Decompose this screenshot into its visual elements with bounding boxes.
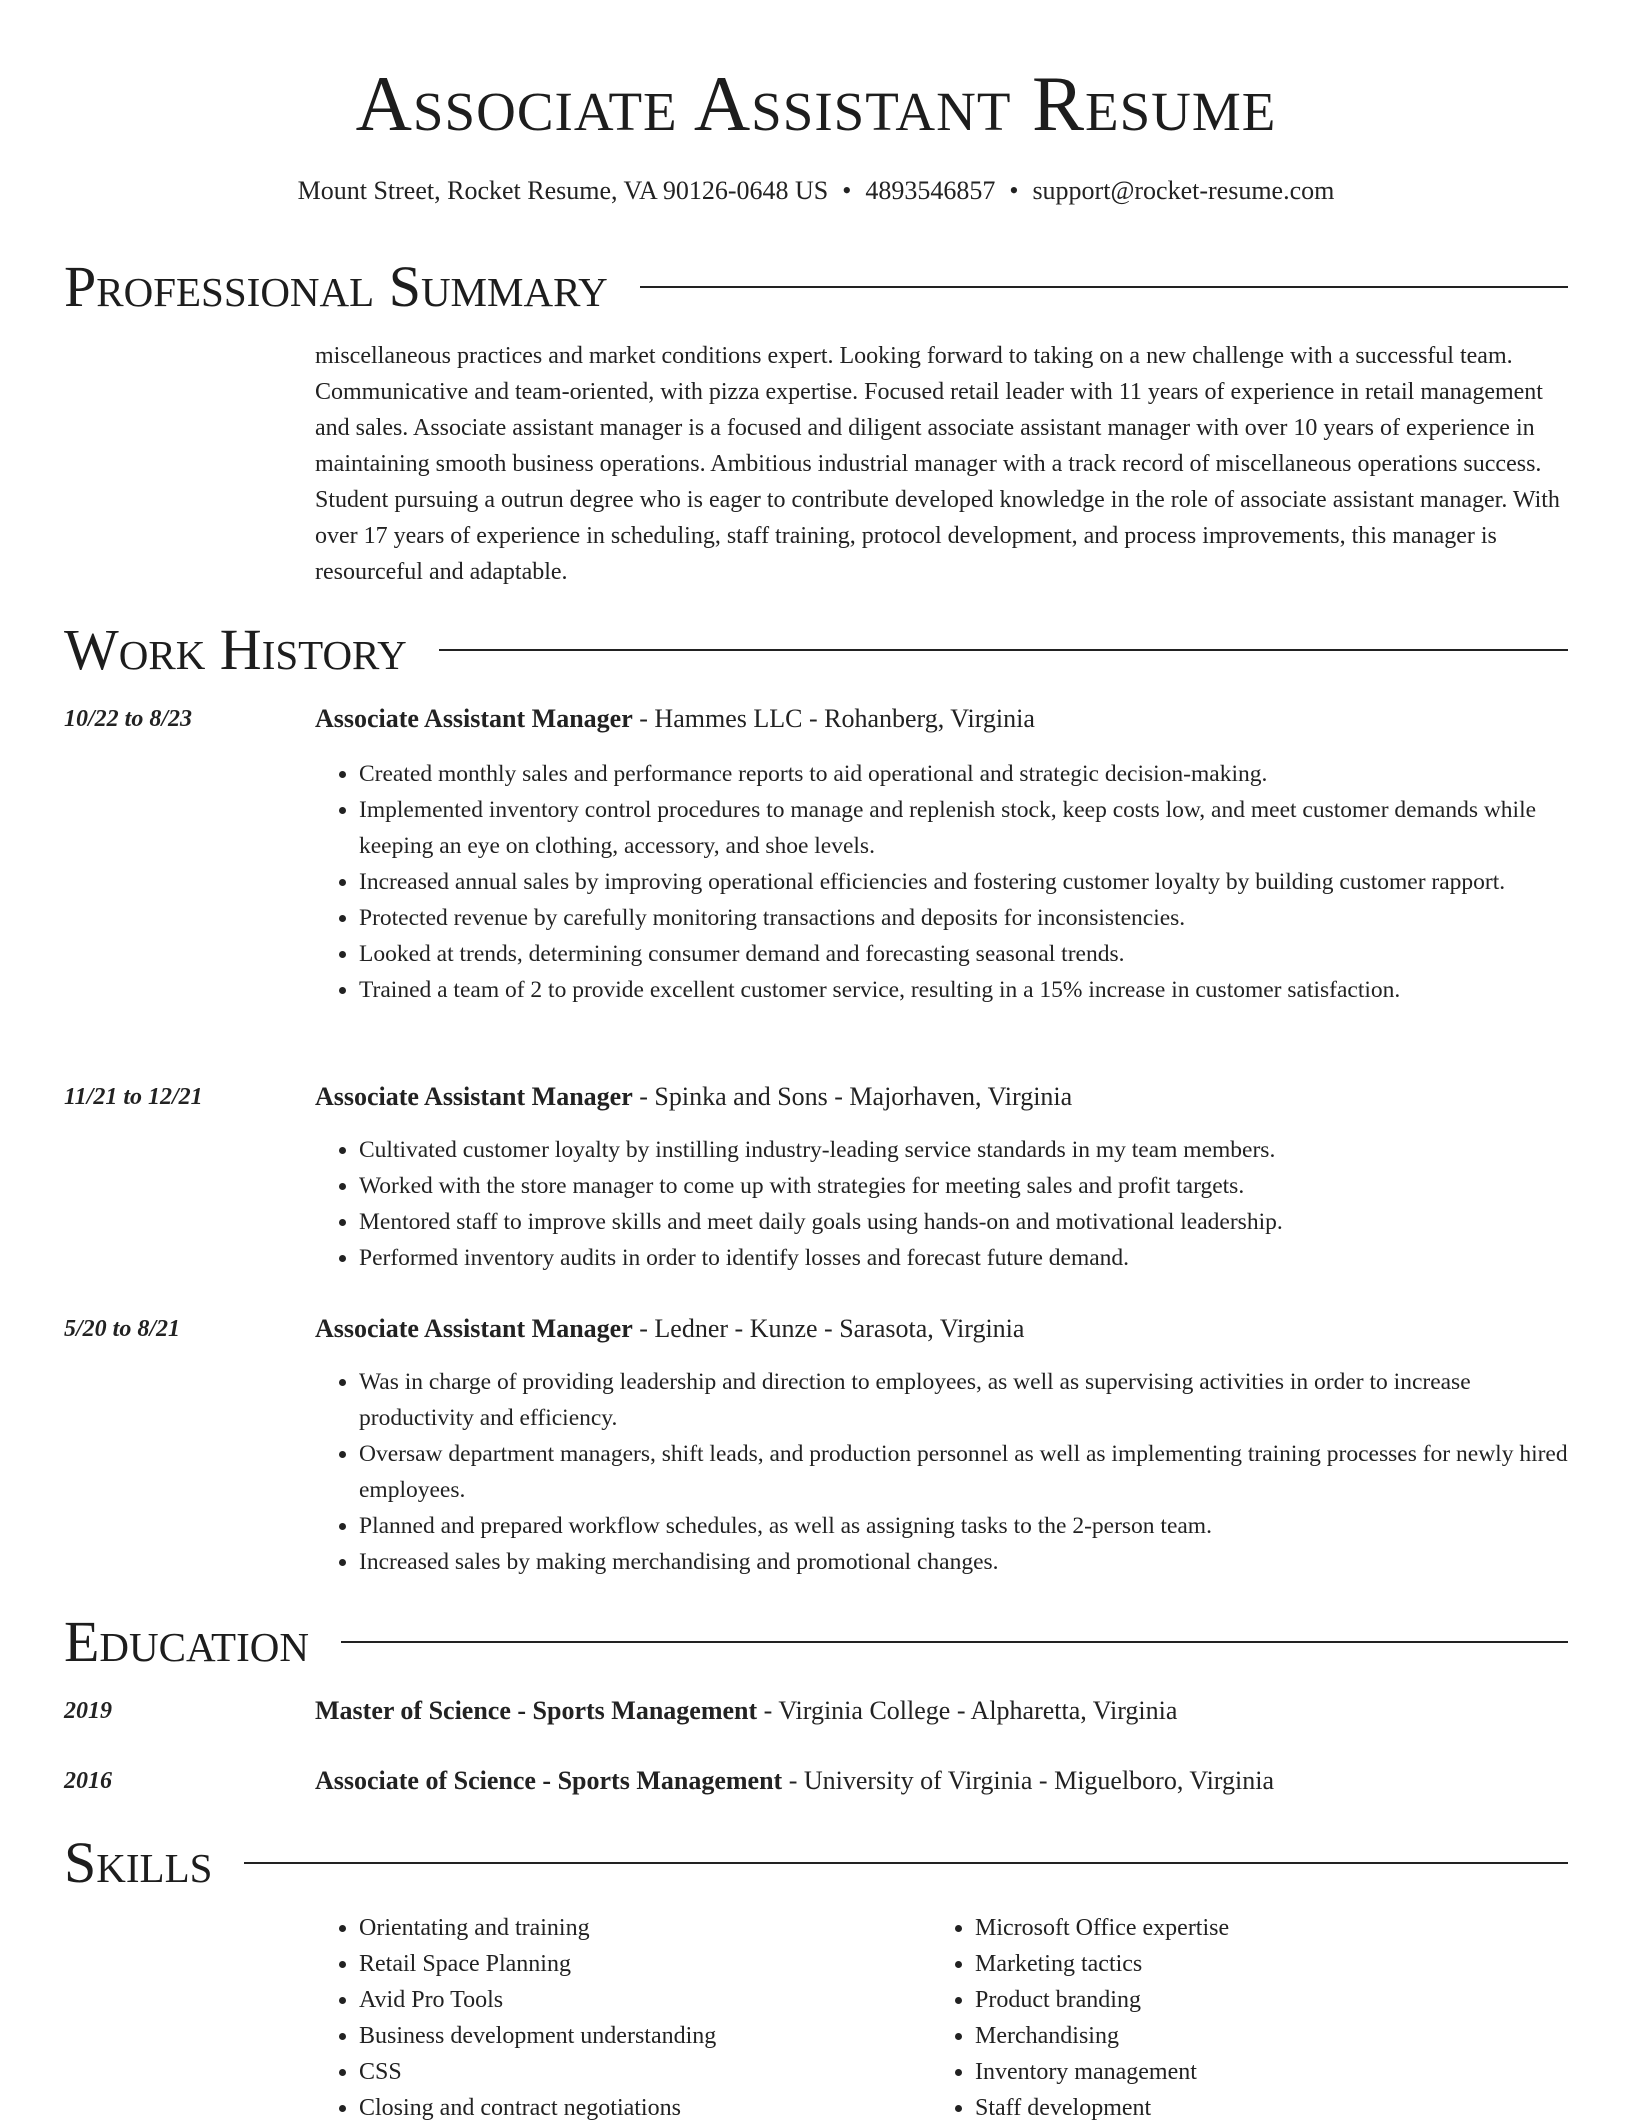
skill-item: • Merchandising bbox=[975, 2018, 1547, 2054]
work-bullet: • Implemented inventory control procedures to manage and replenish stock, keep costs low, and meet customer demands while keeping an eye on clothing, accessory, and shoe levels. bbox=[359, 792, 1568, 864]
work-dates: 11/21 to 12/21 bbox=[64, 1084, 203, 1110]
work-bullet: • Increased sales by making merchandising and promotional changes. bbox=[359, 1544, 1568, 1580]
work-bullet: • Was in charge of providing leadership and direction to employees, as well as supervising activities in order to increase productivity and efficiency. bbox=[359, 1364, 1568, 1436]
section-divider bbox=[244, 1862, 1568, 1864]
work-bullets bbox=[315, 1364, 1568, 1580]
section-divider bbox=[341, 1641, 1568, 1643]
contact-separator: • bbox=[1009, 176, 1019, 205]
skills-column-right bbox=[931, 1910, 1547, 2126]
work-bullet: • Created monthly sales and performance reports to aid operational and strategic decision-making. bbox=[359, 756, 1568, 792]
skill-item: • Orientating and training bbox=[359, 1910, 931, 1946]
skills-list bbox=[315, 1910, 1568, 2126]
job-title: Associate Assistant Manager bbox=[315, 704, 633, 733]
education-title-line bbox=[315, 1764, 1568, 1798]
school-details: - Virginia College - Alpharetta, Virginia bbox=[757, 1696, 1178, 1725]
skill-item: • Staff development bbox=[975, 2090, 1547, 2126]
section-header-skills bbox=[64, 1830, 1568, 1896]
skill-item: • Retail Space Planning bbox=[359, 1946, 931, 1982]
work-bullet: • Looked at trends, determining consumer demand and forecasting seasonal trends. bbox=[359, 936, 1568, 972]
work-bullet: • Worked with the store manager to come up with strategies for meeting sales and profit targets. bbox=[359, 1168, 1568, 1204]
work-bullets bbox=[315, 1132, 1568, 1276]
contact-phone: 4893546857 bbox=[865, 176, 996, 205]
work-bullet: • Performed inventory audits in order to identify losses and forecast future demand. bbox=[359, 1240, 1568, 1276]
section-header-work-history bbox=[64, 617, 1568, 683]
section-title-education: Education bbox=[64, 1609, 309, 1674]
job-details: - Hammes LLC - Rohanberg, Virginia bbox=[632, 704, 1035, 733]
education-year: 2019 bbox=[64, 1698, 112, 1724]
work-bullets bbox=[315, 756, 1568, 1008]
school-details: - University of Virginia - Miguelboro, Virginia bbox=[782, 1766, 1274, 1795]
work-dates: 5/20 to 8/21 bbox=[64, 1316, 181, 1342]
work-bullet: • Mentored staff to improve skills and meet daily goals using hands-on and motivational leadership. bbox=[359, 1204, 1568, 1240]
education-title-line bbox=[315, 1694, 1568, 1728]
skill-item: • CSS bbox=[359, 2054, 931, 2090]
section-divider bbox=[439, 649, 1568, 651]
contact-address: Mount Street, Rocket Resume, VA 90126-0648 US bbox=[297, 176, 829, 205]
section-header-summary bbox=[64, 254, 1568, 320]
work-dates: 10/22 to 8/23 bbox=[64, 706, 193, 732]
summary-text: miscellaneous practices and market conditions expert. Looking forward to taking on a new challenge with a successful team. Communicative and team-oriented, with pizza expertise. Focused retail leader with 11 years of experience in retail management and sales. Associate assistant manager is a focused and diligent associate assistant manager with over 10 years of experience in maintaining smooth business operations. Ambitious industrial manager with a track record of miscellaneous operations success. Student pursuing a outrun degree who is eager to contribute developed knowledge in the role of associate assistant manager. With over 17 years of experience in scheduling, staff training, protocol development, and process improvements, this manager is resourceful and adaptable. bbox=[315, 343, 1560, 585]
degree: Associate of Science - Sports Management bbox=[315, 1766, 783, 1795]
resume-name: Associate Assistant Resume bbox=[355, 60, 1277, 147]
skills-column-left bbox=[315, 1910, 931, 2126]
work-bullet: • Increased annual sales by improving operational efficiencies and fostering customer loyalty by building customer rapport. bbox=[359, 864, 1568, 900]
work-bullet: • Trained a team of 2 to provide excellent customer service, resulting in a 15% increase in customer satisfaction. bbox=[359, 972, 1568, 1008]
section-divider bbox=[640, 286, 1568, 288]
work-bullet: • Planned and prepared workflow schedules, as well as assigning tasks to the 2-person team. bbox=[359, 1508, 1568, 1544]
section-header-education bbox=[64, 1609, 1568, 1675]
work-bullet: • Cultivated customer loyalty by instilling industry-leading service standards in my team members. bbox=[359, 1132, 1568, 1168]
job-title: Associate Assistant Manager bbox=[315, 1314, 633, 1343]
skill-item: • Inventory management bbox=[975, 2054, 1547, 2090]
job-details: - Ledner - Kunze - Sarasota, Virginia bbox=[632, 1314, 1025, 1343]
section-title-skills: Skills bbox=[64, 1830, 213, 1895]
contact-email[interactable]: support@rocket-resume.com bbox=[1032, 176, 1335, 205]
skill-item: • Business development understanding bbox=[359, 2018, 931, 2054]
skill-item: • Avid Pro Tools bbox=[359, 1982, 931, 2018]
skill-item: • Product branding bbox=[975, 1982, 1547, 2018]
skill-item: • Closing and contract negotiations bbox=[359, 2090, 931, 2126]
skill-item: • Marketing tactics bbox=[975, 1946, 1547, 1982]
education-year: 2016 bbox=[64, 1768, 112, 1794]
contact-separator: • bbox=[842, 176, 852, 205]
work-title-line bbox=[315, 1080, 1568, 1114]
work-bullet: • Oversaw department managers, shift leads, and production personnel as well as implementing training processes for newly hired employees. bbox=[359, 1436, 1568, 1508]
degree: Master of Science - Sports Management bbox=[315, 1696, 758, 1725]
section-title-work-history: Work History bbox=[64, 617, 407, 682]
contact-line bbox=[64, 174, 1568, 208]
job-title: Associate Assistant Manager bbox=[315, 1082, 633, 1111]
work-title-line bbox=[315, 702, 1568, 736]
job-details: - Spinka and Sons - Majorhaven, Virginia bbox=[632, 1082, 1073, 1111]
section-title-summary: Professional Summary bbox=[64, 254, 608, 319]
work-bullet: • Protected revenue by carefully monitoring transactions and deposits for inconsistencies. bbox=[359, 900, 1568, 936]
skill-item: • Microsoft Office expertise bbox=[975, 1910, 1547, 1946]
work-title-line bbox=[315, 1312, 1568, 1346]
